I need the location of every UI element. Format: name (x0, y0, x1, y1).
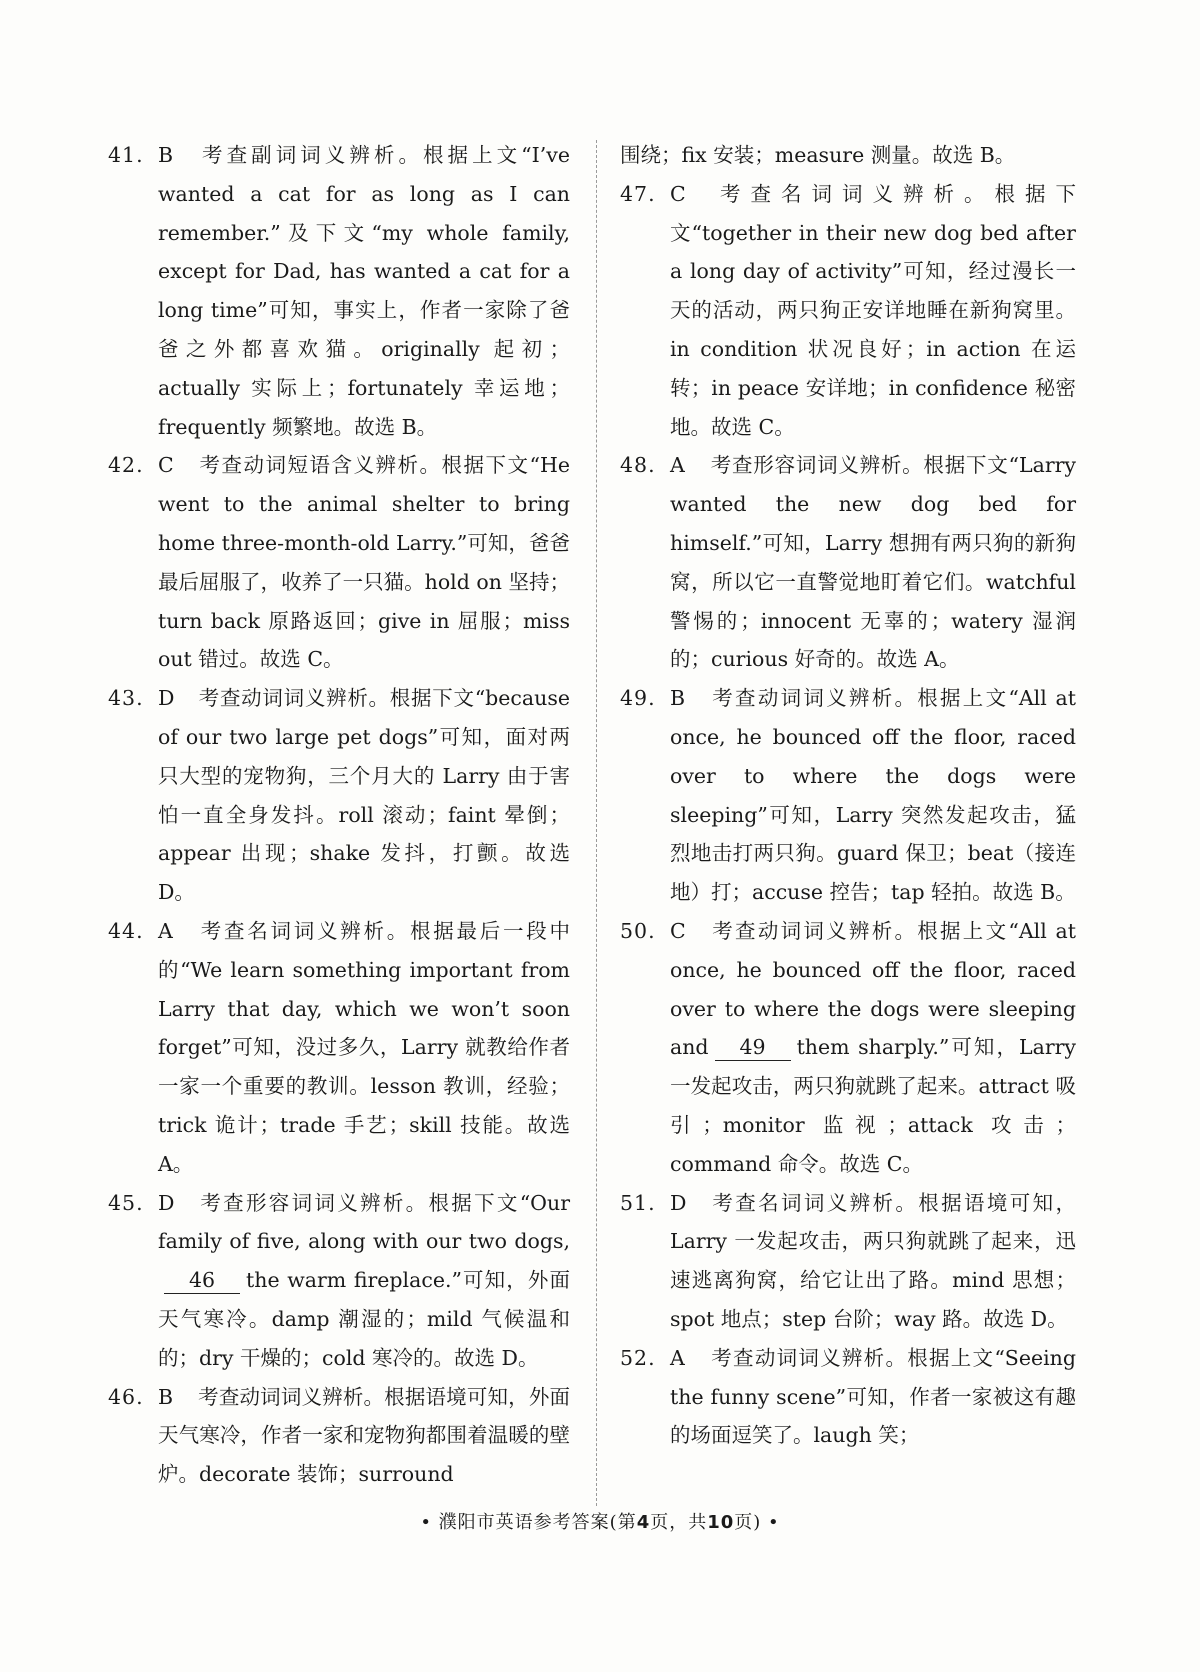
footer-total-pages: 10 (707, 1512, 735, 1533)
answer-item (620, 1184, 1076, 1339)
question-number: 48. (620, 453, 656, 478)
answer-letter: C (670, 918, 686, 943)
answer-item (620, 679, 1076, 912)
answer-letter: C (670, 181, 686, 206)
answer-item (620, 912, 1076, 1184)
answer-explanation (670, 1184, 1076, 1339)
question-number: 43. (108, 686, 144, 711)
answer-letter: B (670, 686, 686, 711)
question-number: 47. (620, 181, 656, 206)
footer-suffix: 页) • (734, 1512, 780, 1533)
footer-page-number: 4 (636, 1512, 651, 1533)
answer-explanation (158, 446, 570, 679)
explanation-text: 考查动词短语含义辨析。根据下文“He went to the animal shelter to bring home three-month-old Larry.”可知，爸爸最后屈服了，收养了一只猫。hold on 坚持；turn back 原路返回；give in 屈服；miss out 错过。故选 C。 (158, 453, 570, 672)
explanation-text-after: them sharply.”可知，Larry 一发起攻击，两只狗就跳了起来。attract 吸引；monitor 监视；attack 攻击；command 命令。故选 C。 (670, 1035, 1076, 1176)
footer-mid: 页，共 (650, 1512, 708, 1533)
answer-item (108, 679, 570, 912)
left-column (108, 136, 570, 1494)
explanation-text: 考查名词词义辨析。根据语境可知，Larry 一发起攻击，两只狗就跳了起来，迅速逃离狗窝，给它让出了路。mind 思想；spot 地点；step 台阶；way 路。故选 D。 (670, 1190, 1076, 1331)
column-divider (596, 140, 597, 1506)
explanation-text: 考查形容词词义辨析。根据下文“Our family of five, along with our two dogs, (158, 1190, 570, 1254)
page-footer (0, 1508, 1200, 1534)
continuation-text: 围绕；fix 安装；measure 测量。故选 B。 (620, 143, 1016, 167)
answer-item (620, 175, 1076, 447)
explanation-text: 考查动词词义辨析。根据上文“Seeing the funny scene”可知，作者一家被这有趣的场面逗笑了。laugh 笑； (670, 1345, 1076, 1448)
explanation-text: 考查形容词词义辨析。根据下文“Larry wanted the new dog bed for himself.”可知，Larry 想拥有两只狗的新狗窝，所以它一直警觉地盯着它们。watchful 警惕的；innocent 无辜的；watery 湿润的；curious 好奇的。故选 A。 (670, 453, 1076, 672)
question-number: 41. (108, 143, 144, 167)
explanation-text: 考查动词词义辨析。根据下文“because of our two large pet dogs”可知，面对两只大型的宠物狗，三个月大的 Larry 由于害怕一直全身发抖。roll 滚动；faint 晕倒；appear 出现；shake 发抖，打颤。故选 D。 (158, 686, 570, 905)
answer-letter: B (158, 143, 174, 167)
question-number: 49. (620, 686, 656, 711)
answer-letter: A (670, 1345, 685, 1370)
answer-letter: A (158, 918, 173, 943)
explanation-text: 考查名词词义辨析。根据最后一段中的“We learn something important from Larry that day, which we won’t soon forget”可知，没过多久，Larry 就教给作者一家一个重要的教训。lesson 教训，经验；trick 诡计；trade 手艺；skill 技能。故选 A。 (158, 918, 570, 1176)
explanation-text: 考查动词词义辨析。根据上文“All at once, he bounced off the floor, raced over to where the dogs were sleeping and (670, 918, 1076, 1060)
explanation-text: 考查动词词义辨析。根据语境可知，外面天气寒冷，作者一家和宠物狗都围着温暖的壁炉。decorate 装饰；surround (158, 1384, 570, 1487)
answer-explanation (670, 912, 1076, 1184)
blank-number: 49 (715, 1034, 791, 1061)
answer-item (108, 1378, 570, 1494)
answer-explanation (158, 912, 570, 1184)
question-number: 50. (620, 918, 656, 943)
answer-letter: D (158, 686, 175, 711)
explanation-text: 考查副词词义辨析。根据上文“I’ve wanted a cat for as long as I can remember.”及下文“my whole family, except for Dad, has wanted a cat for a long time”可知，事实上，作者一家除了爸爸之外都喜欢猫。originally 起初；actually 实际上；fortunately 幸运地；frequently 频繁地。故选 B。 (158, 143, 570, 439)
answer-item (108, 912, 570, 1184)
answer-item (620, 446, 1076, 679)
explanation-text-after: the warm fireplace.”可知，外面天气寒冷。damp 潮湿的；mild 气候温和的；dry 干燥的；cold 寒冷的。故选 D。 (158, 1268, 570, 1370)
question-number: 52. (620, 1345, 656, 1370)
answer-letter: C (158, 453, 174, 478)
explanation-text: 考查动词词义辨析。根据上文“All at once, he bounced off the floor, raced over to where the dogs were sleeping”可知，Larry 突然发起攻击，猛烈地击打两只狗。guard 保卫；beat（接连地）打；accuse 控告；tap 轻拍。故选 B。 (670, 686, 1076, 905)
right-column (620, 136, 1076, 1455)
answer-explanation (158, 679, 570, 912)
question-number: 45. (108, 1190, 144, 1215)
answer-letter: A (670, 453, 685, 478)
answer-item (108, 446, 570, 679)
question-number: 51. (620, 1190, 656, 1215)
answer-explanation (670, 1339, 1076, 1455)
answer-explanation (670, 175, 1076, 447)
answer-item (620, 1339, 1076, 1455)
answer-explanation (158, 1378, 570, 1494)
footer-prefix: • 濮阳市英语参考答案(第 (420, 1512, 637, 1533)
question-number: 46. (108, 1384, 144, 1409)
question-number: 44. (108, 918, 144, 943)
answer-explanation (670, 446, 1076, 679)
answer-letter: D (670, 1190, 687, 1215)
answer-explanation (158, 1184, 570, 1378)
blank-number: 46 (164, 1267, 240, 1294)
answer-letter: B (158, 1384, 174, 1409)
explanation-text: 考查名词词义辨析。根据下文“together in their new dog bed after a long day of activity”可知，经过漫长一天的活动，两只狗正安详地睡在新狗窝里。in condition 状况良好；in action 在运转；in peace 安详地；in confidence 秘密地。故选 C。 (670, 181, 1076, 439)
answer-explanation (158, 136, 570, 446)
answer-explanation (670, 679, 1076, 912)
question-number: 42. (108, 453, 144, 478)
answer-item (108, 136, 570, 446)
answer-item (108, 1184, 570, 1378)
answer-letter: D (158, 1190, 175, 1215)
